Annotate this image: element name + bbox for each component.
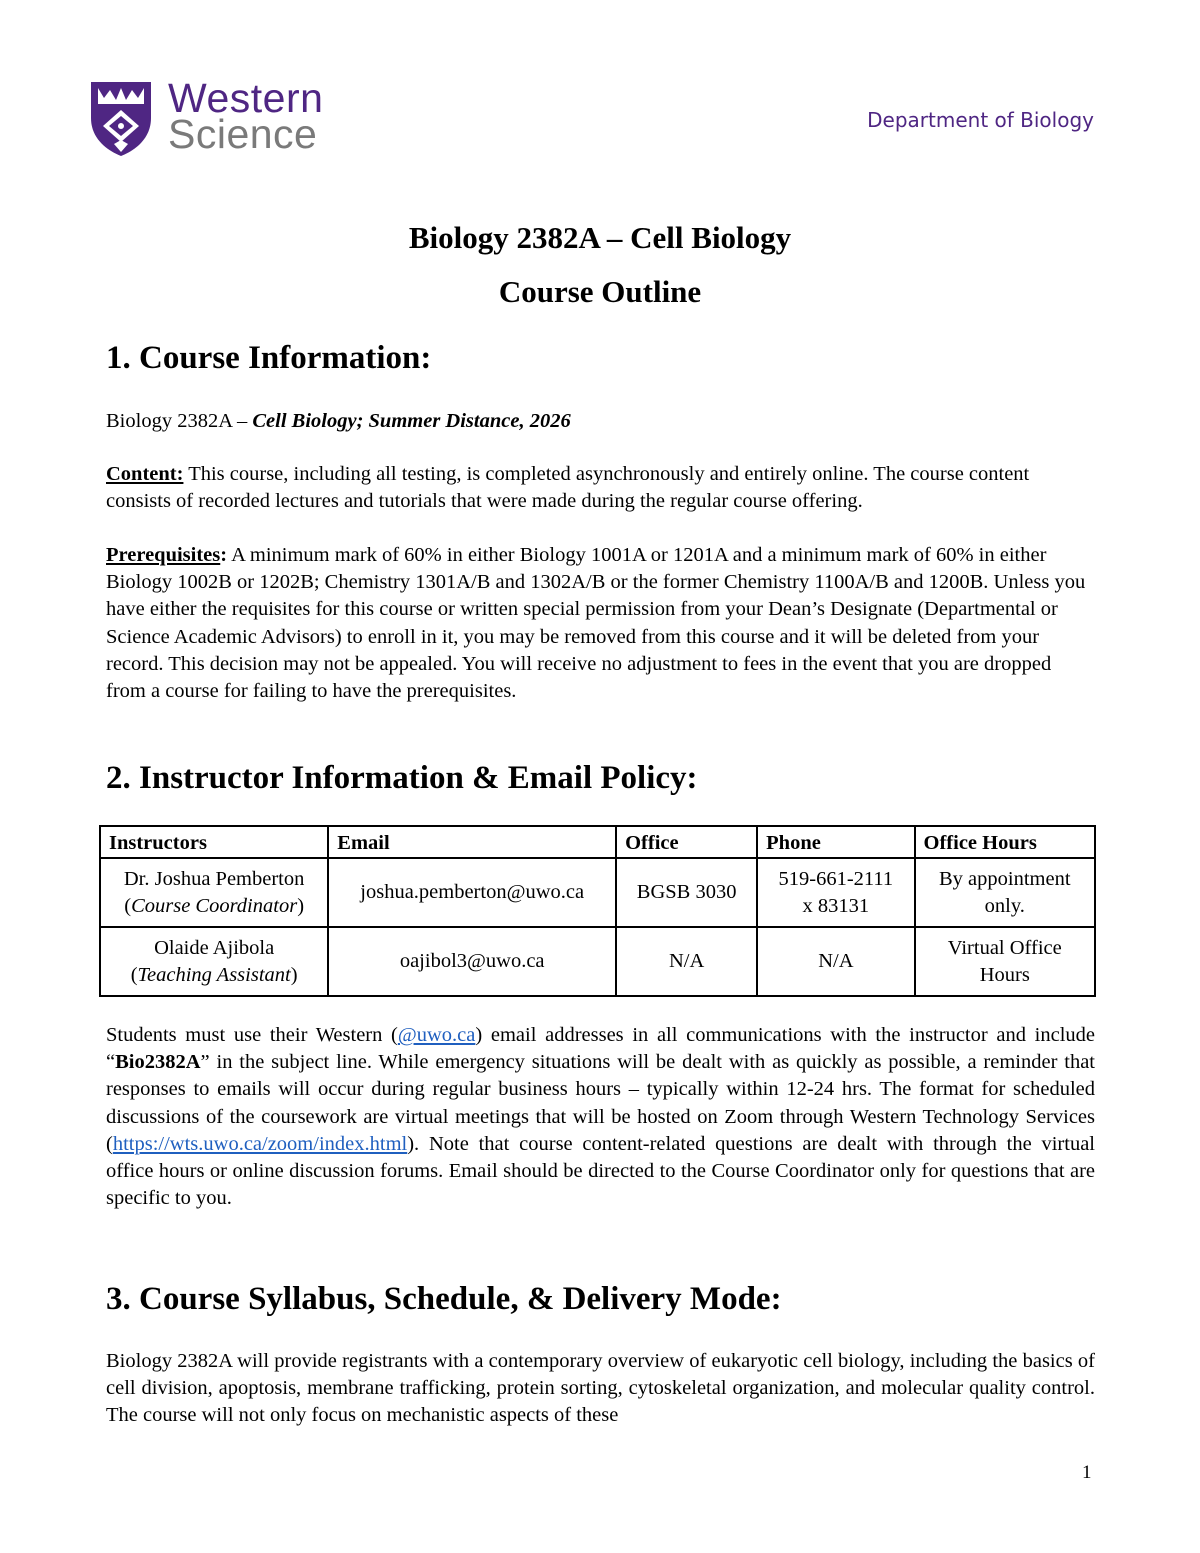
table-row [100, 927, 1095, 996]
logo-word-science: Science [168, 111, 318, 157]
content-paragraph [106, 461, 1095, 515]
course-line [106, 408, 1095, 435]
content-label: Content: [106, 463, 184, 485]
page-number: 1 [1082, 1462, 1092, 1483]
content-text: This course, including all testing, is completed asynchronously and entirely online. The course content consists of recorded lectures and tutorials that were made during the regular course offering. [106, 463, 1030, 513]
email-cell: joshua.pemberton@uwo.ca [328, 858, 616, 927]
phone-number: 519-661-2111 [778, 867, 894, 890]
office-hours-line2: only. [984, 894, 1025, 917]
logo-word-western: Western [168, 75, 324, 121]
instructor-cell: Olaide Ajibola (Teaching Assistant) [100, 927, 328, 996]
zoom-wts-link[interactable]: https://wts.uwo.ca/zoom/index.html [112, 1132, 408, 1155]
course-term: Cell Biology; Summer Distance, 2026 [252, 410, 571, 432]
instructor-name: Dr. Joshua Pemberton [123, 867, 305, 890]
section-3-heading: 3. Course Syllabus, Schedule, & Delivery Mode: [106, 1281, 782, 1317]
western-science-logo [88, 75, 348, 160]
phone-cell: N/A [757, 927, 914, 996]
instructor-cell: Dr. Joshua Pemberton (Course Coordinator) [100, 858, 328, 927]
instructor-name: Olaide Ajibola [154, 936, 275, 959]
table-header-row [100, 826, 1095, 858]
office-cell: BGSB 3030 [616, 858, 757, 927]
document-subtitle: Course Outline [498, 274, 702, 309]
office-hours-cell [915, 927, 1095, 996]
email-policy-paragraph [106, 1022, 1095, 1212]
phone-extension: x 83131 [802, 894, 870, 917]
office-cell: N/A [616, 927, 757, 996]
instructor-role: Teaching Assistant [137, 963, 291, 986]
instructor-role: Course Coordinator [131, 894, 298, 917]
subject-line-code: Bio2382A [115, 1051, 201, 1074]
column-header: Office [616, 826, 757, 858]
policy-text-4: ). Note that course content-related questions are dealt with through the virtual office hours or online discussion forums. Email should be directed to the Course Coordinator only for questions that are specific to you. [106, 1132, 1095, 1210]
course-title: Biology 2382A – Cell Biology [408, 220, 792, 255]
office-hours-cell [915, 858, 1095, 927]
email-cell: oajibol3@uwo.ca [328, 927, 616, 996]
policy-text-1: Students must use their Western ( [106, 1024, 398, 1046]
policy-text-3: ” in the subject line. While emergency situations will be dealt with as quickly as possible, a reminder that responses to emails will occur during regular business hours – typically within 12-24 hrs. The format for scheduled discussions of the coursework are virtual meetings that will be hosted on Zoom through Western Technology Services ( [106, 1051, 1095, 1155]
syllabus-paragraph: Biology 2382A will provide registrants with a contemporary overview of eukaryotic cell biology, including the basics of cell division, apoptosis, membrane trafficking, protein sorting, cytoskeletal organization, and molecular quality control. The course will not only focus on mechanistic aspects of these [106, 1350, 1095, 1427]
prerequisites-text: A minimum mark of 60% in either Biology 1001A or 1201A and a minimum mark of 60% in either Biology 1002B or 1202B; Chemistry 1301A/B and 1302A/B or the former Chemistry 1100A/B and 1200B. Unless you have either the requisites for this course or written special permission from your Dean’s Designate (Departmental or Science Academic Advisors) to enroll in it, you may be removed from this course and it will be deleted from your record. This decision may not be appealed. You will receive no adjustment to fees in the event that you are dropped from a course for failing to have the prerequisites. [106, 544, 1086, 703]
column-header: Email [328, 826, 616, 858]
prerequisites-label: Prerequisites [106, 544, 221, 566]
course-code: Biology 2382A – [106, 410, 253, 432]
phone-cell [757, 858, 914, 927]
office-hours-line2: Hours [979, 963, 1030, 986]
logo-wordmark [168, 75, 324, 157]
policy-text-2: ) email addresses in all communications with the instructor and include “ [106, 1024, 1095, 1074]
office-hours-line1: By appointment [939, 867, 1071, 890]
column-header: Office Hours [915, 826, 1095, 858]
prerequisites-paragraph [106, 542, 1095, 705]
shield-icon [88, 78, 154, 158]
table-row [100, 858, 1095, 927]
column-header: Instructors [100, 826, 328, 858]
column-header: Phone [757, 826, 914, 858]
section-2-heading: 2. Instructor Information & Email Policy: [106, 760, 698, 796]
office-hours-line1: Virtual Office [947, 936, 1062, 959]
section-1-heading: 1. Course Information: [106, 340, 432, 376]
instructor-table [99, 825, 1096, 997]
uwo-domain-link[interactable]: @uwo.ca [397, 1024, 476, 1046]
prerequisites-colon: : [220, 544, 228, 566]
department-name: Department of Biology [867, 108, 1094, 132]
